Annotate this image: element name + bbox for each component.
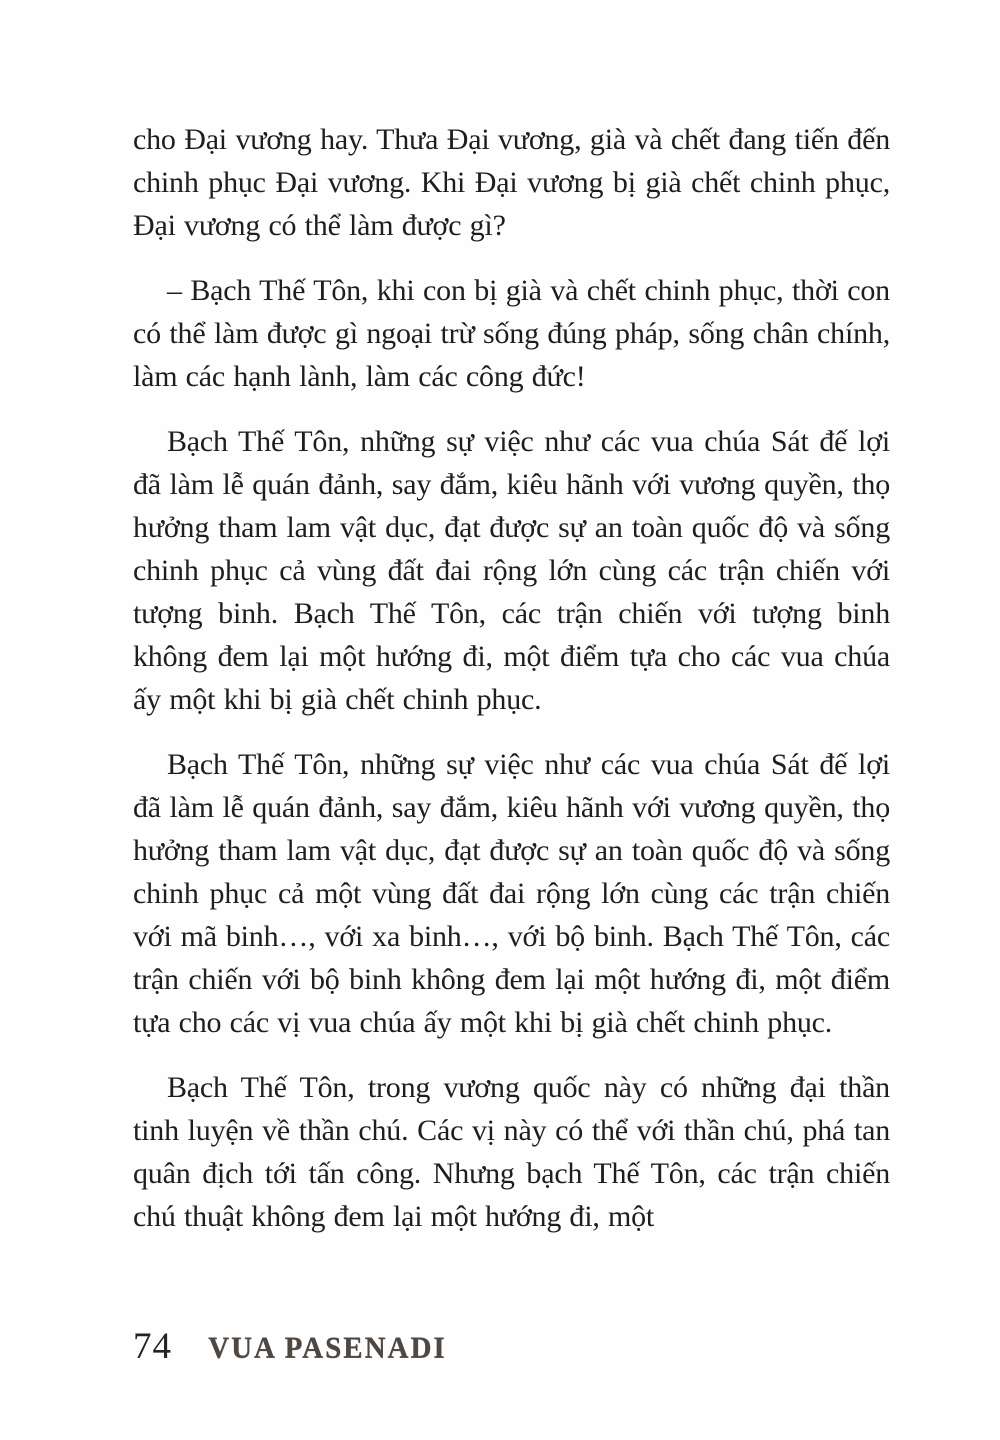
body-paragraph: cho Đại vương hay. Thưa Đại vương, già và chết đang tiến đến chinh phục Đại vương. Khi Đại vương bị già chết chinh phục, Đại vương có thể làm được gì? xyxy=(133,123,890,242)
body-paragraph: Bạch Thế Tôn, những sự việc như các vua chúa Sát đế lợi đã làm lễ quán đảnh, say đắm, kiêu hãnh với vương quyền, thọ hưởng tham lam vật dục, đạt được sự an toàn quốc độ và sống chinh phục cả một vùng đất đai rộng lớn cùng các trận chiến với mã binh…, với xa binh…, với bộ binh. Bạch Thế Tôn, các trận chiến với bộ binh không đem lại một hướng đi, một điểm tựa cho các vị vua chúa ấy một khi bị già chết chinh phục. xyxy=(133,748,890,1039)
page-footer xyxy=(133,1325,890,1368)
body-paragraph: Bạch Thế Tôn, những sự việc như các vua chúa Sát đế lợi đã làm lễ quán đảnh, say đắm, kiêu hãnh với vương quyền, thọ hưởng tham lam vật dục, đạt được sự an toàn quốc độ và sống chinh phục cả vùng đất đai rộng lớn cùng các trận chiến với tượng binh. Bạch Thế Tôn, các trận chiến với tượng binh không đem lại một hướng đi, một điểm tựa cho các vua chúa ấy một khi bị già chết chinh phục. xyxy=(133,425,890,716)
page-body-text xyxy=(133,118,890,1260)
page-number: 74 xyxy=(133,1326,172,1367)
body-paragraph: Bạch Thế Tôn, trong vương quốc này có những đại thần tinh luyện về thần chú. Các vị này có thể với thần chú, phá tan quân địch tới tấn công. Nhưng bạch Thế Tôn, các trận chiến chú thuật không đem lại một hướng đi, một xyxy=(133,1071,890,1233)
running-title: VUA PASENADI xyxy=(208,1331,447,1365)
body-paragraph: – Bạch Thế Tôn, khi con bị già và chết chinh phục, thời con có thể làm được gì ngoại trừ sống đúng pháp, sống chân chính, làm các hạnh lành, làm các công đức! xyxy=(133,274,890,393)
